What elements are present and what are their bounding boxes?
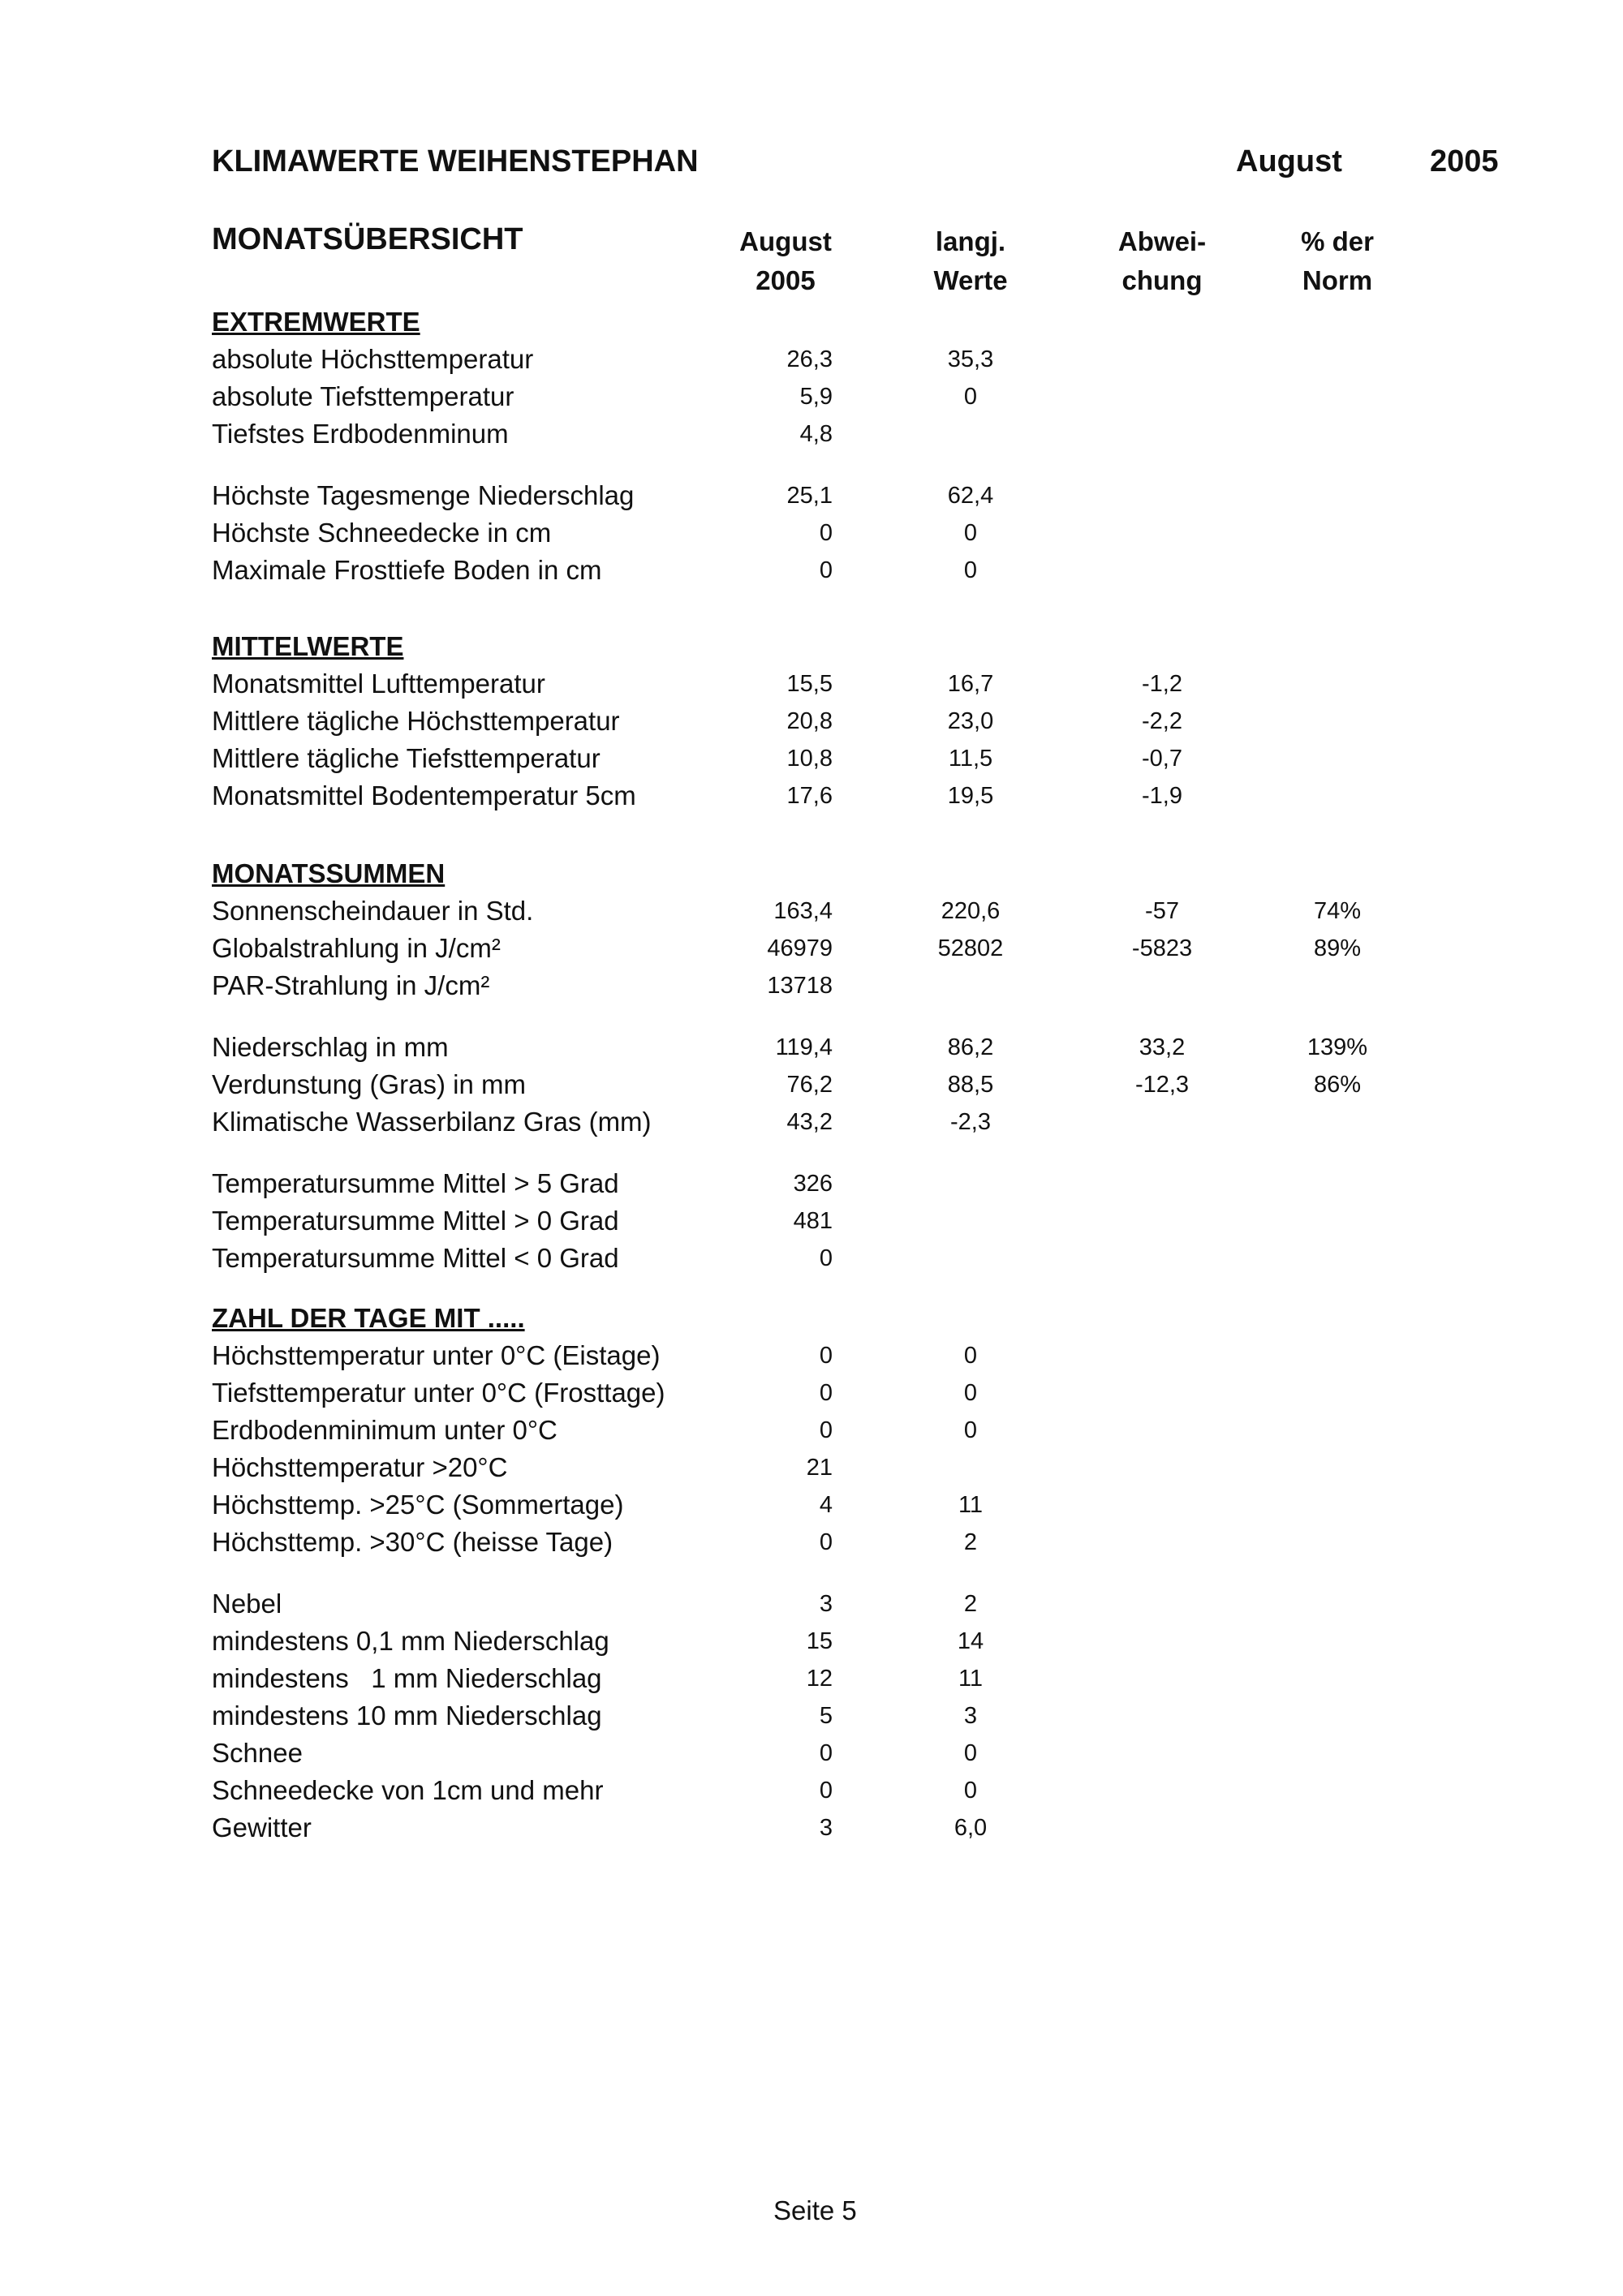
- value-current: 326: [793, 1171, 833, 1197]
- section-heading: ZAHL DER TAGE MIT .....: [212, 1303, 525, 1333]
- value-current: 0: [819, 1778, 833, 1804]
- row-label: Verdunstung (Gras) in mm: [212, 1069, 526, 1099]
- value-longterm: 0: [963, 1417, 978, 1443]
- value-longterm: 11: [958, 1666, 984, 1692]
- value-current: 15,5: [786, 671, 833, 697]
- row-label: absolute Höchsttemperatur: [212, 344, 534, 374]
- row-label: Tiefsttemperatur unter 0°C (Frosttage): [212, 1378, 665, 1408]
- row-label: PAR-Strahlung in J/cm²: [212, 970, 490, 1000]
- row-label: Maximale Frosttiefe Boden in cm: [212, 555, 602, 585]
- row-label: Temperatursumme Mittel > 0 Grad: [212, 1206, 619, 1236]
- column-header-line2: chung: [1121, 265, 1203, 295]
- value-longterm: 11: [958, 1492, 984, 1518]
- row-label: Höchsttemperatur unter 0°C (Eistage): [212, 1340, 661, 1370]
- value-deviation: -2,2: [1142, 708, 1182, 734]
- header-month: August: [1236, 144, 1342, 178]
- value-percent-norm: 86%: [1313, 1072, 1362, 1098]
- value-longterm: 2: [963, 1529, 978, 1555]
- value-longterm: 0: [963, 1343, 978, 1369]
- value-current: 481: [793, 1208, 833, 1234]
- value-current: 26,3: [786, 346, 833, 372]
- row-label: Globalstrahlung in J/cm²: [212, 933, 501, 963]
- value-longterm: 52802: [937, 935, 1004, 961]
- column-header-line1: % der: [1301, 226, 1374, 256]
- value-current: 0: [819, 1245, 833, 1271]
- value-current: 25,1: [786, 483, 833, 509]
- column-header-current: [721, 222, 850, 300]
- value-longterm: 2: [963, 1591, 978, 1617]
- value-current: 76,2: [786, 1072, 833, 1098]
- row-label: Monatsmittel Bodentemperatur 5cm: [212, 780, 636, 810]
- value-longterm: 62,4: [947, 483, 994, 509]
- section-heading: EXTREMWERTE: [212, 307, 420, 337]
- column-header-line2: Werte: [933, 265, 1008, 295]
- row-label: Klimatische Wasserbilanz Gras (mm): [212, 1107, 652, 1137]
- row-label: Sonnenscheindauer in Std.: [212, 896, 534, 926]
- row-label: Tiefstes Erdbodenminum: [212, 419, 509, 449]
- row-label: mindestens 0,1 mm Niederschlag: [212, 1626, 609, 1656]
- value-current: 4,8: [799, 421, 833, 447]
- value-longterm: 86,2: [947, 1034, 994, 1060]
- value-current: 3: [819, 1591, 833, 1617]
- value-longterm: 11,5: [948, 746, 993, 772]
- row-label: Höchste Tagesmenge Niederschlag: [212, 480, 635, 510]
- row-label: Niederschlag in mm: [212, 1032, 449, 1062]
- value-longterm: 3: [963, 1703, 978, 1729]
- value-longterm: 0: [963, 1740, 978, 1766]
- page-subtitle: MONATSÜBERSICHT: [212, 222, 523, 256]
- row-label: Erdbodenminimum unter 0°C: [212, 1415, 558, 1445]
- value-current: 0: [819, 520, 833, 546]
- row-label: Höchsttemp. >25°C (Sommertage): [212, 1490, 624, 1520]
- value-current: 119,4: [775, 1034, 833, 1060]
- row-label: Mittlere tägliche Tiefsttemperatur: [212, 743, 601, 773]
- column-header-deviation: [1097, 222, 1227, 300]
- value-percent-norm: 89%: [1313, 935, 1362, 961]
- value-current: 20,8: [786, 708, 833, 734]
- value-longterm: 0: [963, 1380, 978, 1406]
- value-current: 0: [819, 1417, 833, 1443]
- value-current: 10,8: [786, 746, 833, 772]
- value-current: 0: [819, 557, 833, 583]
- value-current: 17,6: [786, 783, 833, 809]
- section-heading: MONATSSUMMEN: [212, 858, 446, 888]
- row-label: mindestens 10 mm Niederschlag: [212, 1701, 602, 1731]
- value-longterm: 0: [963, 1778, 978, 1804]
- value-current: 0: [819, 1529, 833, 1555]
- value-current: 0: [819, 1343, 833, 1369]
- value-current: 46979: [767, 935, 833, 961]
- value-percent-norm: 74%: [1313, 898, 1362, 924]
- row-label: Gewitter: [212, 1812, 312, 1842]
- section-heading: MITTELWERTE: [212, 631, 404, 661]
- value-current: 5,9: [799, 384, 833, 410]
- value-deviation: 33,2: [1139, 1034, 1186, 1060]
- value-longterm: 19,5: [947, 783, 994, 809]
- value-longterm: 220,6: [941, 898, 1001, 924]
- value-current: 12: [806, 1666, 833, 1692]
- row-label: mindestens 1 mm Niederschlag: [212, 1663, 602, 1693]
- value-current: 0: [819, 1380, 833, 1406]
- value-longterm: 0: [963, 520, 978, 546]
- column-header-line1: Abwei-: [1117, 226, 1207, 256]
- value-deviation: -5823: [1131, 935, 1193, 961]
- value-current: 4: [819, 1492, 833, 1518]
- value-deviation: -12,3: [1134, 1072, 1190, 1098]
- row-label: Temperatursumme Mittel < 0 Grad: [212, 1243, 619, 1273]
- value-longterm: 0: [963, 384, 978, 410]
- value-current: 21: [806, 1455, 833, 1481]
- row-label: Schnee: [212, 1738, 303, 1768]
- value-longterm: 88,5: [947, 1072, 994, 1098]
- header-year: 2005: [1430, 144, 1499, 178]
- value-current: 163,4: [773, 898, 833, 924]
- value-longterm: 0: [963, 557, 978, 583]
- row-label: Schneedecke von 1cm und mehr: [212, 1775, 604, 1805]
- value-current: 0: [819, 1740, 833, 1766]
- value-current: 43,2: [786, 1109, 833, 1135]
- column-header-line1: August: [739, 226, 832, 256]
- value-deviation: -1,9: [1142, 783, 1182, 809]
- row-label: absolute Tiefsttemperatur: [212, 381, 514, 411]
- value-longterm: 23,0: [947, 708, 994, 734]
- value-current: 15: [806, 1628, 833, 1654]
- value-longterm: 6,0: [954, 1815, 988, 1841]
- value-longterm: 16,7: [947, 671, 994, 697]
- row-label: Nebel: [212, 1589, 282, 1619]
- row-label: Höchsttemperatur >20°C: [212, 1452, 508, 1482]
- column-header-line2: 2005: [756, 265, 816, 295]
- value-current: 13718: [767, 973, 833, 999]
- column-header-line1: langj.: [935, 226, 1006, 256]
- row-label: Temperatursumme Mittel > 5 Grad: [212, 1168, 619, 1198]
- value-deviation: -0,7: [1142, 746, 1182, 772]
- value-percent-norm: 139%: [1307, 1034, 1368, 1060]
- column-header-line2: Norm: [1302, 265, 1373, 295]
- column-header-longterm: [906, 222, 1035, 300]
- row-label: Höchste Schneedecke in cm: [212, 518, 552, 548]
- page-number: Seite 5: [773, 2195, 857, 2225]
- value-current: 5: [819, 1703, 833, 1729]
- row-label: Mittlere tägliche Höchsttemperatur: [212, 706, 620, 736]
- row-label: Höchsttemp. >30°C (heisse Tage): [212, 1527, 613, 1557]
- document-title: KLIMAWERTE WEIHENSTEPHAN: [212, 144, 699, 178]
- value-longterm: 35,3: [947, 346, 994, 372]
- row-label: Monatsmittel Lufttemperatur: [212, 669, 545, 699]
- value-deviation: -1,2: [1142, 671, 1182, 697]
- value-deviation: -57: [1145, 898, 1179, 924]
- column-header-percent-norm: [1272, 222, 1402, 300]
- value-current: 3: [819, 1815, 833, 1841]
- value-longterm: 14: [957, 1628, 984, 1654]
- value-longterm: -2,3: [950, 1109, 991, 1135]
